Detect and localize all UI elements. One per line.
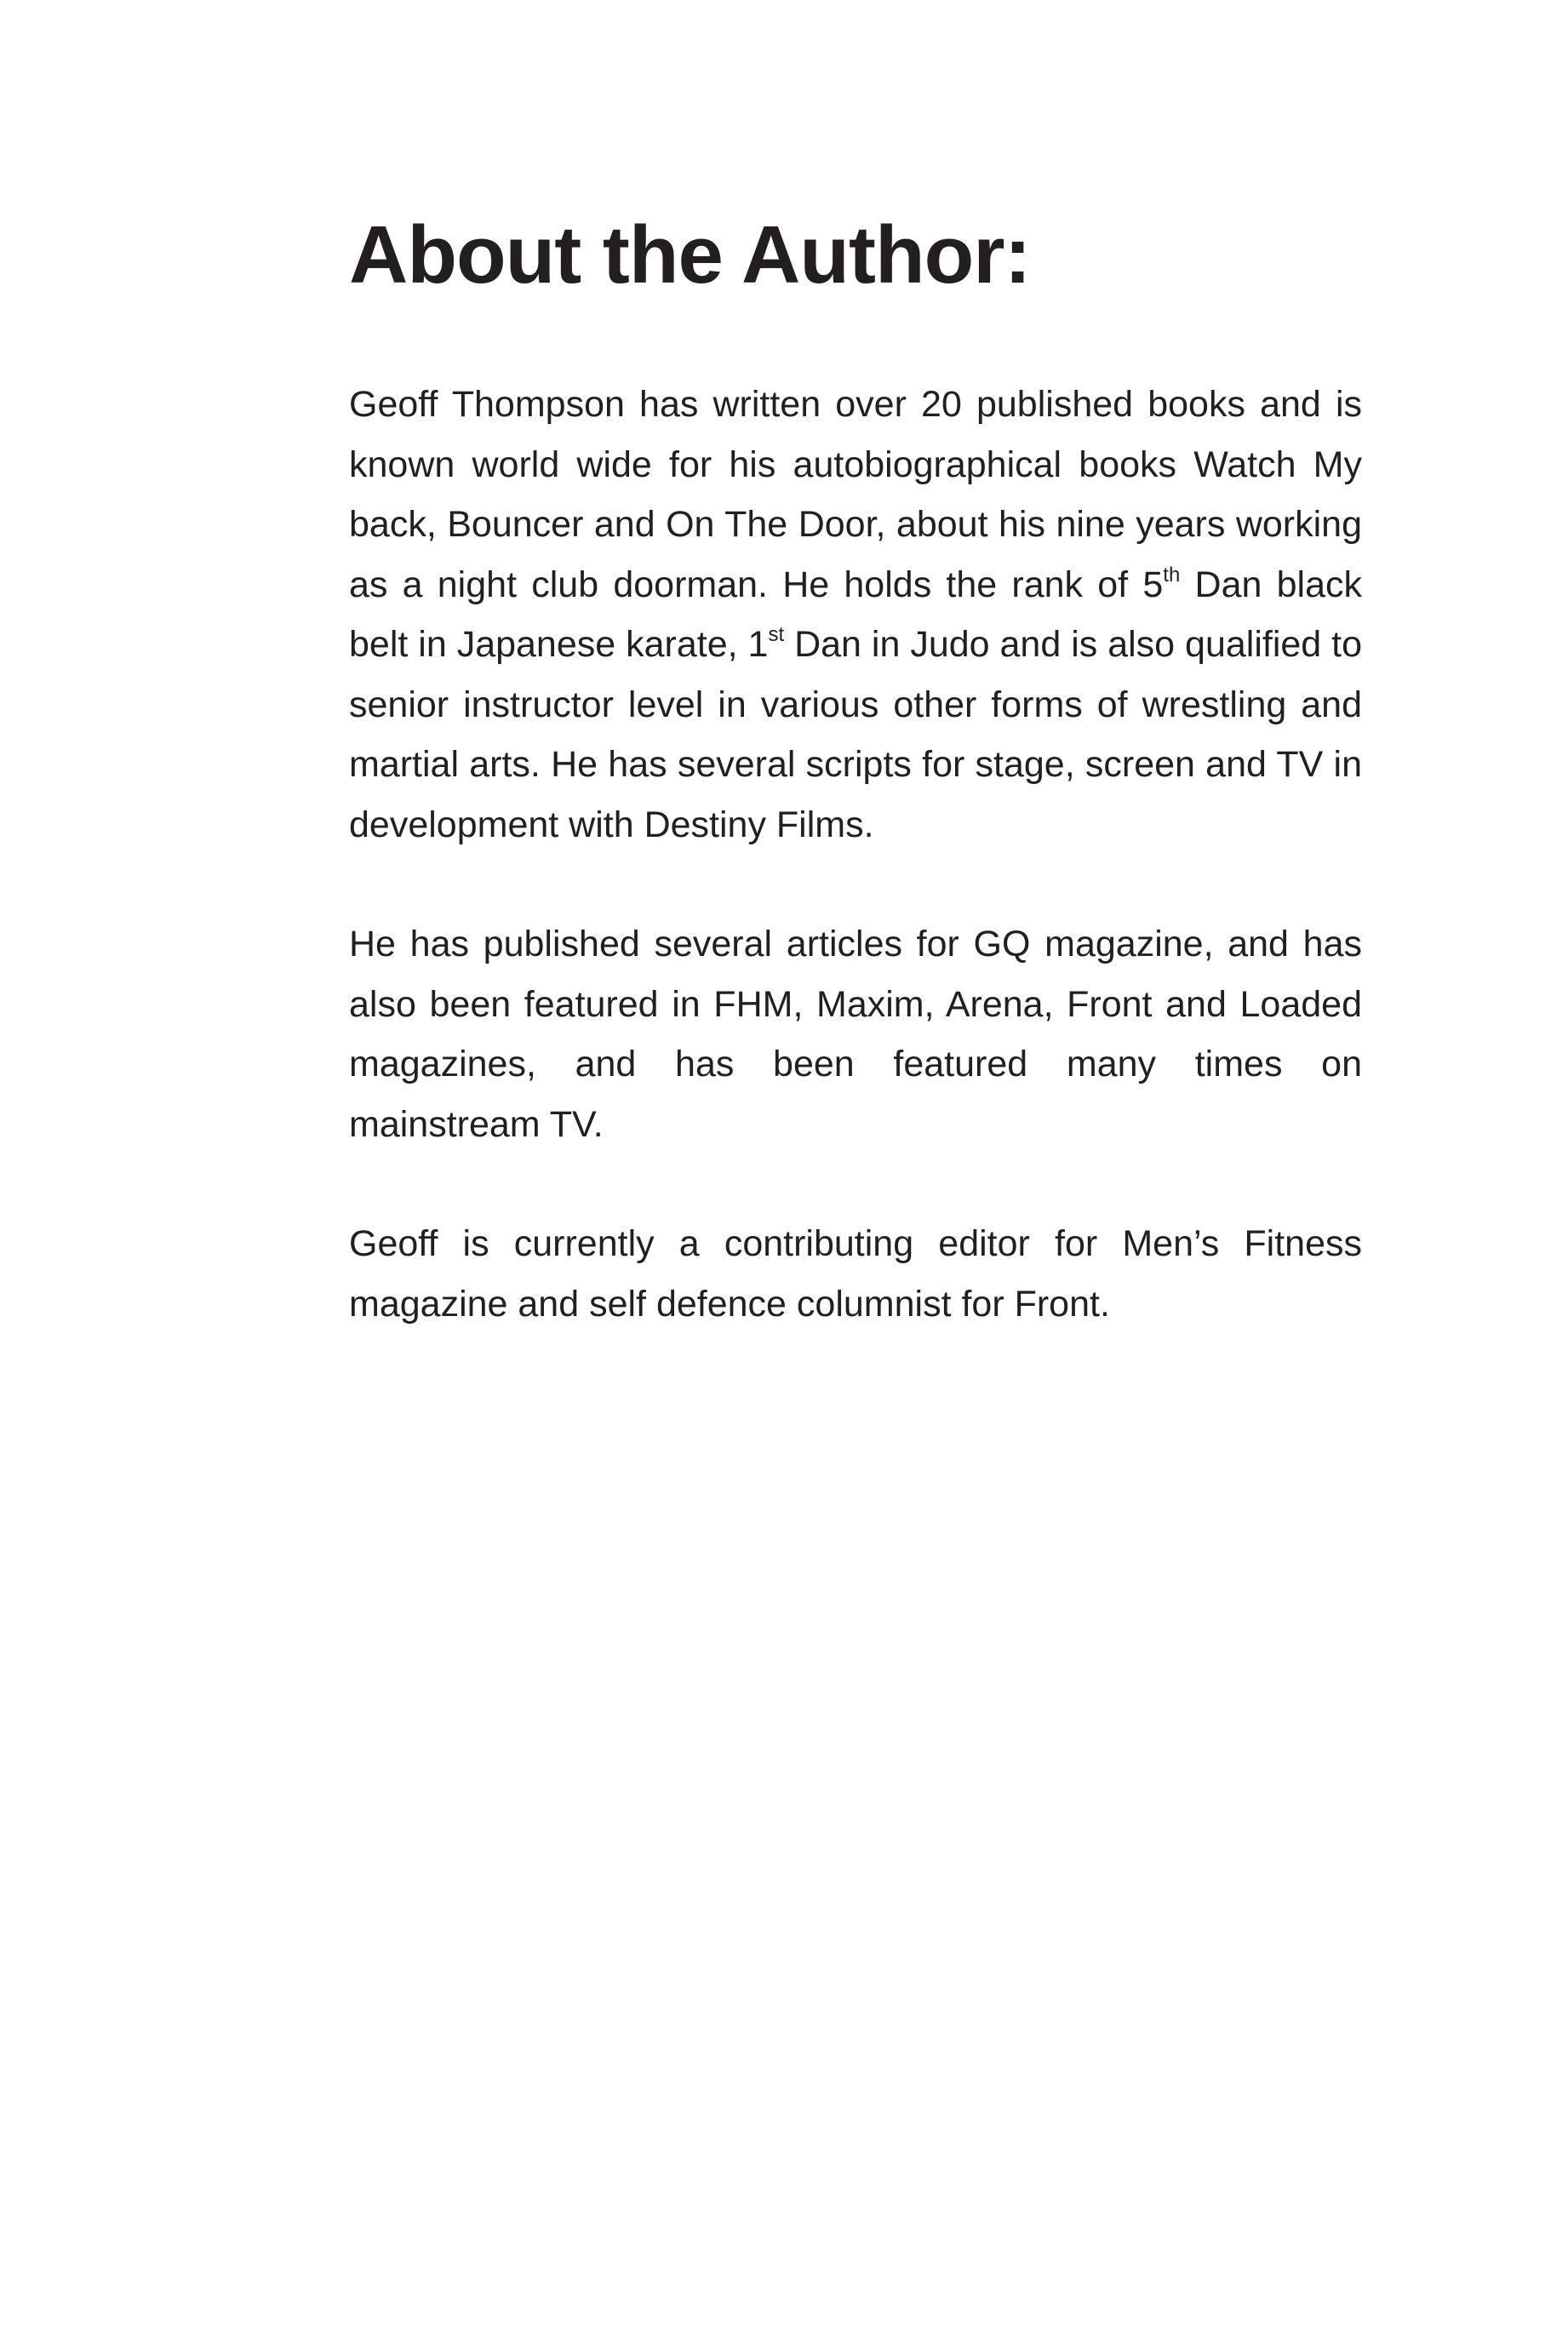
bio-text-segment: Geoff Thompson has written over 20 published books and is known world wide for his autobiographical books Watch My back, Bouncer and On The Door, about his nine years working as a night club doorman. He holds the rank of 5	[349, 384, 1362, 605]
page-title: About the Author:	[349, 209, 1031, 300]
bio-text-segment: Dan in Judo and is also qualified to senior instructor level in various other forms of wrestling and martial arts. He has several scripts for stage, screen and TV in development with Destiny Films.	[349, 624, 1363, 845]
ordinal-suffix: th	[1163, 563, 1181, 587]
bio-paragraph-books	[349, 375, 1362, 855]
bio-paragraph-current: Geoff is currently a contributing editor for Men’s Fitness magazine and self defence columnist for Front.	[349, 1223, 1362, 1325]
bio-paragraph-media: He has published several articles for GQ magazine, and has also been featured in FHM, Maxim, Arena, Front and Loaded magazines, and has been featured many times on mainstream TV.	[349, 924, 1362, 1145]
ordinal-suffix: st	[768, 623, 785, 646]
bio-text-segment: Dan black belt in Japanese karate, 1	[349, 564, 1362, 665]
author-bio-section	[349, 204, 1362, 1334]
